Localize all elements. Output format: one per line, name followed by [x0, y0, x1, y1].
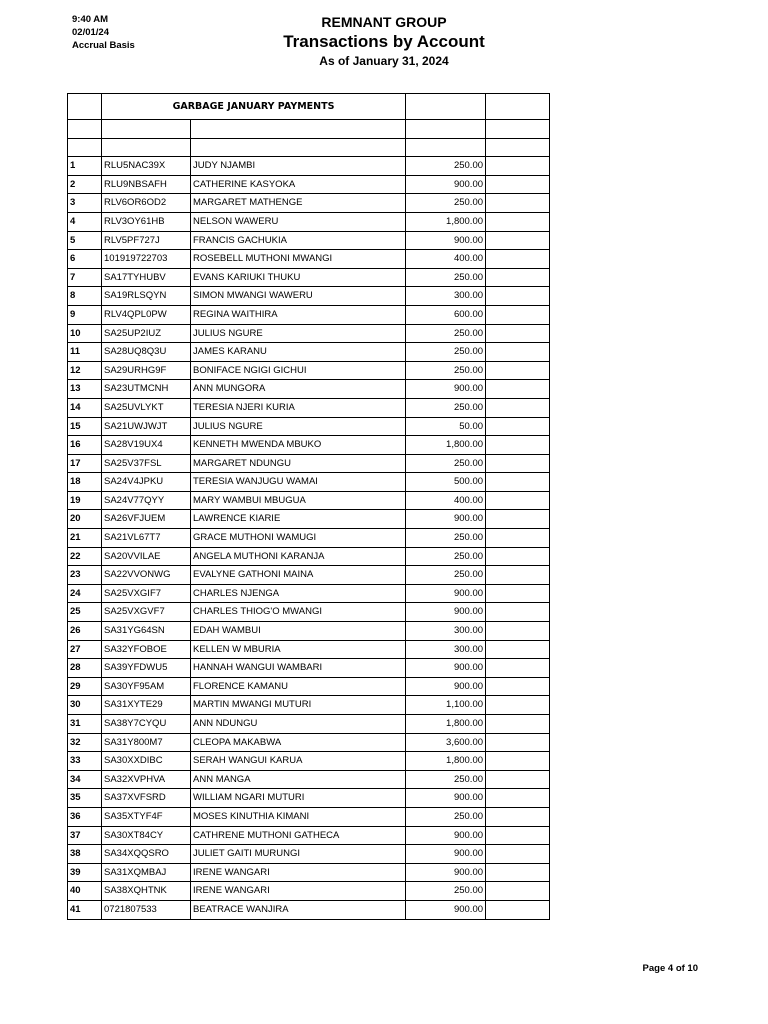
table-cell	[486, 157, 550, 176]
transaction-code: SA38XQHTNK	[102, 882, 191, 901]
table-cell	[68, 138, 102, 157]
table-cell	[486, 361, 550, 380]
table-cell	[486, 603, 550, 622]
table-cell	[486, 826, 550, 845]
payment-amount: 1,100.00	[406, 696, 486, 715]
table-cell	[486, 473, 550, 492]
payment-amount: 400.00	[406, 491, 486, 510]
row-number: 35	[68, 789, 102, 808]
row-number: 34	[68, 770, 102, 789]
payer-name: FRANCIS GACHUKIA	[191, 231, 406, 250]
table-row	[68, 770, 550, 789]
table-row	[68, 752, 550, 771]
payer-name: FLORENCE KAMANU	[191, 677, 406, 696]
company-name: REMNANT GROUP	[321, 14, 447, 30]
row-number: 41	[68, 900, 102, 919]
transaction-code: SA35XTYF4F	[102, 807, 191, 826]
row-number: 29	[68, 677, 102, 696]
table-row	[68, 603, 550, 622]
payment-amount: 250.00	[406, 547, 486, 566]
payer-name: SERAH WANGUI KARUA	[191, 752, 406, 771]
table-cell	[191, 120, 406, 139]
row-number: 20	[68, 510, 102, 529]
table-title-row	[68, 94, 550, 120]
table-cell	[486, 622, 550, 641]
payment-amount: 250.00	[406, 324, 486, 343]
payment-amount: 1,800.00	[406, 436, 486, 455]
table-cell	[486, 436, 550, 455]
table-row	[68, 510, 550, 529]
row-number: 10	[68, 324, 102, 343]
table-cell	[102, 138, 191, 157]
payer-name: ANN NDUNGU	[191, 715, 406, 734]
table-row	[68, 324, 550, 343]
payer-name: HANNAH WANGUI WAMBARI	[191, 659, 406, 678]
table-cell	[486, 138, 550, 157]
row-number: 7	[68, 268, 102, 287]
row-number: 28	[68, 659, 102, 678]
table-row	[68, 566, 550, 585]
transaction-code: RLV5PF727J	[102, 231, 191, 250]
row-number: 17	[68, 454, 102, 473]
payer-name: EVALYNE GATHONI MAINA	[191, 566, 406, 585]
table-cell	[406, 120, 486, 139]
row-number: 39	[68, 863, 102, 882]
table-cell	[486, 900, 550, 919]
table-cell	[486, 863, 550, 882]
payment-amount: 900.00	[406, 659, 486, 678]
transaction-code: SA25V37FSL	[102, 454, 191, 473]
payer-name: GRACE MUTHONI WAMUGI	[191, 529, 406, 548]
table-cell	[486, 845, 550, 864]
payment-amount: 1,800.00	[406, 715, 486, 734]
table-row	[68, 845, 550, 864]
table-cell	[486, 770, 550, 789]
table-row	[68, 826, 550, 845]
table-row	[68, 807, 550, 826]
payer-name: CATHERINE KASYOKA	[191, 175, 406, 194]
transaction-code: SA21UWJWJT	[102, 417, 191, 436]
payer-name: MARGARET NDUNGU	[191, 454, 406, 473]
table-cell	[102, 120, 191, 139]
transaction-code: SA37XVFSRD	[102, 789, 191, 808]
transaction-code: SA25UP2IUZ	[102, 324, 191, 343]
payment-amount: 250.00	[406, 529, 486, 548]
payer-name: TERESIA WANJUGU WAMAI	[191, 473, 406, 492]
payer-name: KENNETH MWENDA MBUKO	[191, 436, 406, 455]
payer-name: EDAH WAMBUI	[191, 622, 406, 641]
payment-amount: 50.00	[406, 417, 486, 436]
transaction-code: SA28UQ8Q3U	[102, 343, 191, 362]
transaction-code: SA22VVONWG	[102, 566, 191, 585]
table-cell	[486, 268, 550, 287]
table-row	[68, 287, 550, 306]
payer-name: ANGELA MUTHONI KARANJA	[191, 547, 406, 566]
table-cell	[486, 715, 550, 734]
row-number: 12	[68, 361, 102, 380]
transaction-code: SA30XXDIBC	[102, 752, 191, 771]
table-cell	[486, 696, 550, 715]
table-row	[68, 398, 550, 417]
row-number: 23	[68, 566, 102, 585]
row-number: 19	[68, 491, 102, 510]
table-row	[68, 659, 550, 678]
row-number: 14	[68, 398, 102, 417]
payer-name: IRENE WANGARI	[191, 882, 406, 901]
row-number: 11	[68, 343, 102, 362]
row-number: 13	[68, 380, 102, 399]
payer-name: CHARLES THIOG'O MWANGI	[191, 603, 406, 622]
row-number: 22	[68, 547, 102, 566]
payment-amount: 900.00	[406, 175, 486, 194]
table-cell	[486, 231, 550, 250]
transaction-code: SA25VXGVF7	[102, 603, 191, 622]
payment-amount: 250.00	[406, 398, 486, 417]
payment-amount: 250.00	[406, 454, 486, 473]
payment-amount: 250.00	[406, 882, 486, 901]
payment-amount: 600.00	[406, 305, 486, 324]
row-number: 2	[68, 175, 102, 194]
table-row	[68, 584, 550, 603]
table-cell	[191, 138, 406, 157]
row-number: 6	[68, 250, 102, 269]
table-cell	[486, 752, 550, 771]
payment-amount: 900.00	[406, 845, 486, 864]
table-row	[68, 863, 550, 882]
table-row	[68, 305, 550, 324]
payer-name: CHARLES NJENGA	[191, 584, 406, 603]
table-cell	[486, 120, 550, 139]
transaction-code: RLU5NAC39X	[102, 157, 191, 176]
table-cell	[486, 789, 550, 808]
transaction-code: SA20VVILAE	[102, 547, 191, 566]
payer-name: EVANS KARIUKI THUKU	[191, 268, 406, 287]
page-number: Page 4 of 10	[642, 963, 698, 974]
table-cell	[486, 733, 550, 752]
transaction-code: SA32XVPHVA	[102, 770, 191, 789]
table-row	[68, 436, 550, 455]
payer-name: JULIUS NGURE	[191, 417, 406, 436]
transaction-code: SA31XQMBAJ	[102, 863, 191, 882]
payment-amount: 900.00	[406, 231, 486, 250]
table-cell	[486, 250, 550, 269]
payer-name: SIMON MWANGI WAWERU	[191, 287, 406, 306]
table-cell	[486, 94, 550, 120]
table-row	[68, 715, 550, 734]
table-cell	[486, 417, 550, 436]
payer-name: ANN MANGA	[191, 770, 406, 789]
payer-name: BONIFACE NGIGI GICHUI	[191, 361, 406, 380]
table-row	[68, 547, 550, 566]
table-cell	[406, 138, 486, 157]
payment-amount: 900.00	[406, 584, 486, 603]
report-title: Transactions by Account	[283, 32, 485, 51]
payment-amount: 250.00	[406, 361, 486, 380]
table-row	[68, 194, 550, 213]
payer-name: CLEOPA MAKABWA	[191, 733, 406, 752]
row-number: 9	[68, 305, 102, 324]
table-cell	[486, 175, 550, 194]
table-cell	[486, 529, 550, 548]
transaction-code: 0721807533	[102, 900, 191, 919]
payer-name: MARY WAMBUI MBUGUA	[191, 491, 406, 510]
row-number: 31	[68, 715, 102, 734]
transaction-code: RLV6OR6OD2	[102, 194, 191, 213]
transaction-code: SA28V19UX4	[102, 436, 191, 455]
sheet-title: GARBAGE JANUARY PAYMENTS	[102, 94, 406, 120]
table-cell	[486, 454, 550, 473]
table-cell	[486, 566, 550, 585]
table-cell	[486, 380, 550, 399]
table-row	[68, 789, 550, 808]
payment-amount: 250.00	[406, 157, 486, 176]
transaction-code: SA31Y800M7	[102, 733, 191, 752]
transaction-code: RLV3OY61HB	[102, 212, 191, 231]
table-cell	[486, 491, 550, 510]
payment-amount: 300.00	[406, 622, 486, 641]
row-number: 38	[68, 845, 102, 864]
payment-amount: 900.00	[406, 510, 486, 529]
payment-amount: 300.00	[406, 287, 486, 306]
table-cell	[486, 324, 550, 343]
payment-amount: 1,800.00	[406, 752, 486, 771]
table-cell	[486, 194, 550, 213]
payer-name: JULIET GAITI MURUNGI	[191, 845, 406, 864]
table-cell	[486, 677, 550, 696]
payment-amount: 900.00	[406, 677, 486, 696]
table-row	[68, 733, 550, 752]
transaction-code: 101919722703	[102, 250, 191, 269]
table-row	[68, 473, 550, 492]
table-row	[68, 900, 550, 919]
table-cell	[68, 94, 102, 120]
payment-amount: 250.00	[406, 194, 486, 213]
payment-amount: 500.00	[406, 473, 486, 492]
payment-amount: 900.00	[406, 380, 486, 399]
payment-amount: 900.00	[406, 603, 486, 622]
table-row	[68, 640, 550, 659]
table-row	[68, 882, 550, 901]
payment-amount: 900.00	[406, 789, 486, 808]
payer-name: MOSES KINUTHIA KIMANI	[191, 807, 406, 826]
row-number: 3	[68, 194, 102, 213]
blank-row	[68, 138, 550, 157]
payment-amount: 400.00	[406, 250, 486, 269]
table-row	[68, 212, 550, 231]
table-row	[68, 343, 550, 362]
transaction-code: SA19RLSQYN	[102, 287, 191, 306]
table-cell	[486, 882, 550, 901]
payer-name: REGINA WAITHIRA	[191, 305, 406, 324]
row-number: 32	[68, 733, 102, 752]
payer-name: MARTIN MWANGI MUTURI	[191, 696, 406, 715]
row-number: 24	[68, 584, 102, 603]
table-row	[68, 491, 550, 510]
payer-name: IRENE WANGARI	[191, 863, 406, 882]
transaction-code: SA25VXGIF7	[102, 584, 191, 603]
table-row	[68, 529, 550, 548]
payments-table	[67, 93, 550, 920]
payment-amount: 250.00	[406, 268, 486, 287]
transaction-code: SA31XYTE29	[102, 696, 191, 715]
payment-amount: 900.00	[406, 900, 486, 919]
table-cell	[486, 584, 550, 603]
table-row	[68, 175, 550, 194]
transaction-code: SA38Y7CYQU	[102, 715, 191, 734]
row-number: 15	[68, 417, 102, 436]
row-number: 21	[68, 529, 102, 548]
payment-amount: 250.00	[406, 807, 486, 826]
payer-name: CATHRENE MUTHONI GATHECA	[191, 826, 406, 845]
transaction-code: SA23UTMCNH	[102, 380, 191, 399]
blank-row	[68, 120, 550, 139]
row-number: 30	[68, 696, 102, 715]
transaction-code: SA29URHG9F	[102, 361, 191, 380]
payment-amount: 300.00	[406, 640, 486, 659]
report-header	[0, 13, 768, 69]
payment-amount: 250.00	[406, 343, 486, 362]
table-row	[68, 250, 550, 269]
row-number: 40	[68, 882, 102, 901]
row-number: 33	[68, 752, 102, 771]
payer-name: KELLEN W MBURIA	[191, 640, 406, 659]
row-number: 4	[68, 212, 102, 231]
table-cell	[486, 343, 550, 362]
row-number: 36	[68, 807, 102, 826]
table-row	[68, 157, 550, 176]
transaction-code: SA17TYHUBV	[102, 268, 191, 287]
payer-name: MARGARET MATHENGE	[191, 194, 406, 213]
transaction-code: RLU9NBSAFH	[102, 175, 191, 194]
table-cell	[486, 287, 550, 306]
table-cell	[486, 305, 550, 324]
table-row	[68, 361, 550, 380]
table-cell	[486, 659, 550, 678]
transaction-code: SA30XT84CY	[102, 826, 191, 845]
row-number: 27	[68, 640, 102, 659]
table-row	[68, 417, 550, 436]
transaction-code: RLV4QPL0PW	[102, 305, 191, 324]
payer-name: TERESIA NJERI KURIA	[191, 398, 406, 417]
transaction-code: SA26VFJUEM	[102, 510, 191, 529]
table-row	[68, 622, 550, 641]
payment-amount: 250.00	[406, 566, 486, 585]
row-number: 18	[68, 473, 102, 492]
payer-name: JAMES KARANU	[191, 343, 406, 362]
payer-name: NELSON WAWERU	[191, 212, 406, 231]
row-number: 25	[68, 603, 102, 622]
table-row	[68, 231, 550, 250]
transaction-code: SA30YF95AM	[102, 677, 191, 696]
payment-amount: 900.00	[406, 826, 486, 845]
row-number: 1	[68, 157, 102, 176]
row-number: 8	[68, 287, 102, 306]
table-cell	[68, 120, 102, 139]
payment-amount: 250.00	[406, 770, 486, 789]
row-number: 37	[68, 826, 102, 845]
payer-name: ROSEBELL MUTHONI MWANGI	[191, 250, 406, 269]
row-number: 16	[68, 436, 102, 455]
table-cell	[406, 94, 486, 120]
table-cell	[486, 212, 550, 231]
row-number: 5	[68, 231, 102, 250]
transaction-code: SA32YFOBOE	[102, 640, 191, 659]
table-cell	[486, 807, 550, 826]
table-row	[68, 677, 550, 696]
table-row	[68, 268, 550, 287]
payer-name: JULIUS NGURE	[191, 324, 406, 343]
payment-amount: 900.00	[406, 863, 486, 882]
payer-name: BEATRACE WANJIRA	[191, 900, 406, 919]
payer-name: ANN MUNGORA	[191, 380, 406, 399]
transaction-code: SA21VL67T7	[102, 529, 191, 548]
table-row	[68, 696, 550, 715]
transaction-code: SA39YFDWU5	[102, 659, 191, 678]
payment-amount: 3,600.00	[406, 733, 486, 752]
table-cell	[486, 640, 550, 659]
transaction-code: SA24V77QYY	[102, 491, 191, 510]
transaction-code: SA31YG64SN	[102, 622, 191, 641]
report-basis: Accrual Basis	[72, 40, 135, 51]
table-cell	[486, 398, 550, 417]
payer-name: WILLIAM NGARI MUTURI	[191, 789, 406, 808]
transaction-code: SA25UVLYKT	[102, 398, 191, 417]
report-date: 02/01/24	[72, 27, 109, 38]
payer-name: LAWRENCE KIARIE	[191, 510, 406, 529]
table-cell	[486, 547, 550, 566]
payment-amount: 1,800.00	[406, 212, 486, 231]
transaction-code: SA34XQQSRO	[102, 845, 191, 864]
report-as-of: As of January 31, 2024	[319, 54, 449, 68]
table-cell	[486, 510, 550, 529]
table-row	[68, 380, 550, 399]
table-row	[68, 454, 550, 473]
report-time: 9:40 AM	[72, 14, 109, 25]
row-number: 26	[68, 622, 102, 641]
payer-name: JUDY NJAMBI	[191, 157, 406, 176]
transaction-code: SA24V4JPKU	[102, 473, 191, 492]
